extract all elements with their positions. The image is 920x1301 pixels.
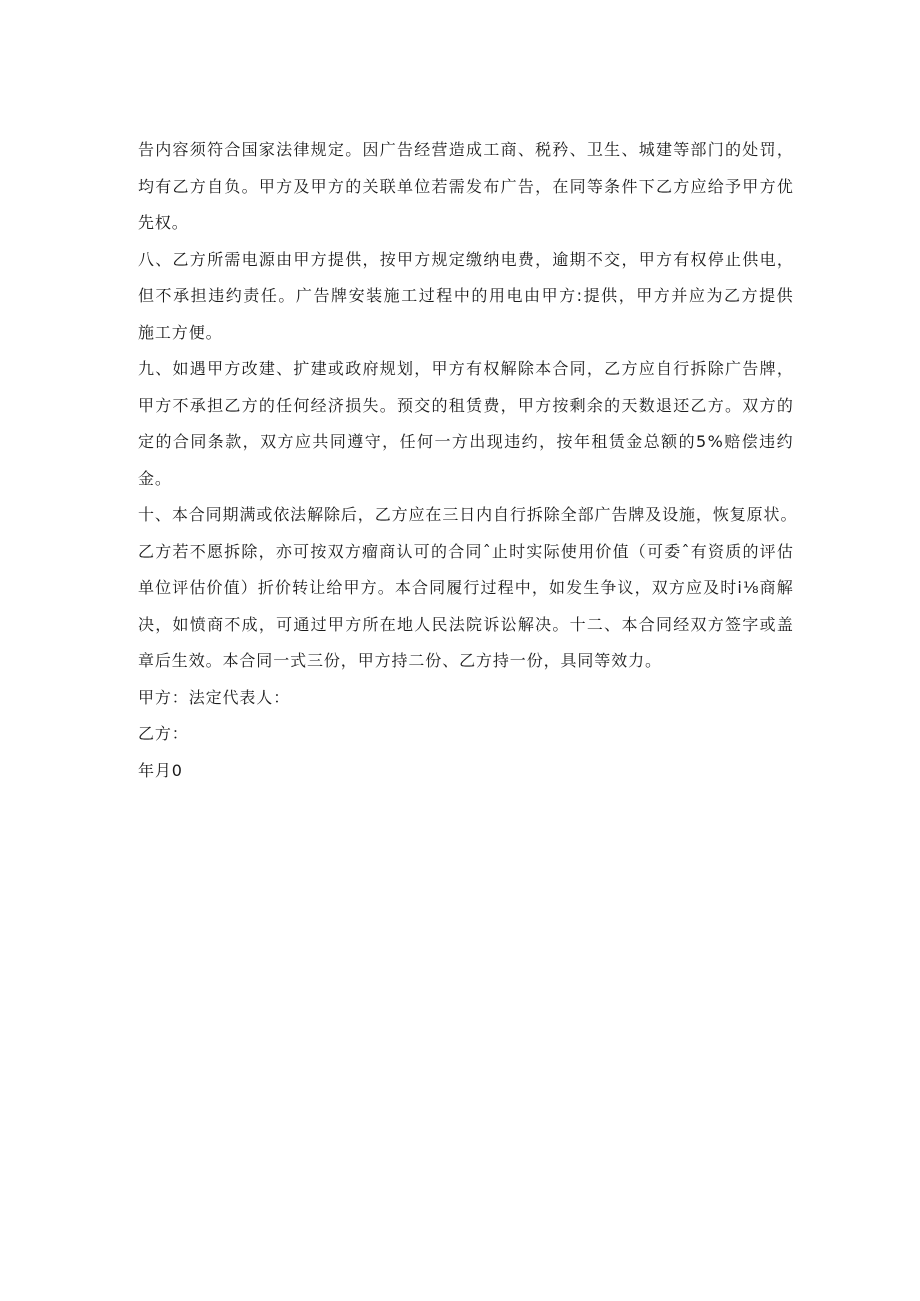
text-line: 定 的 合 同 条 款 ， 双 方 应 共 同 遵 守 ， 任 何 一 方 出 现 违 约 ， 按 年 租 赁 金 总 额 的 5 % 赔 偿 违 约	[138, 432, 794, 451]
text-line: 但 不 承 担 违 约 责 任 。 广 告 牌 安 装 施 工 过 程 中 的 用 电 由 甲 方 : 提 供 ， 甲 方 并 应 为 乙 方 提 供	[138, 286, 794, 305]
text-line: 先权。	[138, 213, 189, 232]
date-line: 年月0	[138, 760, 183, 780]
contract-text	[138, 132, 798, 789]
party-b-signature-line: 乙方：	[138, 724, 189, 743]
text-line: 单 位 评 估 价 值 ） 折 价 转 让 给 甲 方 。 本 合 同 履 行 过 程 中 ， 如 发 生 争 议 ， 双 方 应 及 时 i ⅛ 商 解	[138, 578, 794, 597]
text-line: 金。	[138, 468, 172, 488]
text-line: 章后生效。本合同一式三份，甲方持二份、乙方持一份，具同等效力。	[138, 651, 662, 670]
text-line: 乙 方 若 不 愿 拆 除 ， 亦 可 按 双 方 瘤 商 认 可 的 合 同 ˆ 止 时 实 际 使 用 价 值 （ 可 委 ˆ 有 资 质 的 评 估	[138, 541, 794, 561]
clause-10-line: 十 、 本 合 同 期 满 或 依 法 解 除 后 ， 乙 方 应 在 三 日 内 自 行 拆 除 全 部 广 告 牌 及 设 施 ， 恢 复 原 状 。	[138, 505, 798, 524]
clause-9-line: 九 、 如 遇 甲 方 改 建 、 扩 建 或 政 府 规 划 ， 甲 方 有 权 解 除 本 合 同 ， 乙 方 应 自 行 拆 除 广 告 牌 ，	[138, 359, 794, 378]
clause-8-line: 八 、 乙 方 所 需 电 源 由 甲 方 提 供 ， 按 甲 方 规 定 缴 纳 电 费 ， 逾 期 不 交 ， 甲 方 有 权 停 止 供 电 ，	[138, 249, 794, 269]
text-line: 决 ， 如 愤 商 不 成 ， 可 通 过 甲 方 所 在 地 人 民 法 院 诉 讼 解 决 。 十 二 、 本 合 同 经 双 方 签 字 或 盖	[138, 614, 794, 634]
text-line: 施工方便。	[138, 322, 223, 342]
text-line: 均 有 乙 方 自 负 。 甲 方 及 甲 方 的 关 联 单 位 若 需 发 布 广 告 ， 在 同 等 条 件 下 乙 方 应 给 予 甲 方 优	[138, 176, 794, 196]
text-line: 甲 方 不 承 担 乙 方 的 任 何 经 济 损 失 。 预 交 的 租 赁 费 ， 甲 方 按 剩 余 的 天 数 退 还 乙 方 。 双 方 的	[138, 395, 794, 415]
text-line: 告 内 容 须 符 合 国 家 法 律 规 定 。 因 广 告 经 营 造 成 工 商 、 税 矜 、 卫 生 、 城 建 等 部 门 的 处 罚 ，	[138, 140, 794, 159]
party-a-signature-line: 甲方：法定代表人：	[138, 687, 291, 707]
